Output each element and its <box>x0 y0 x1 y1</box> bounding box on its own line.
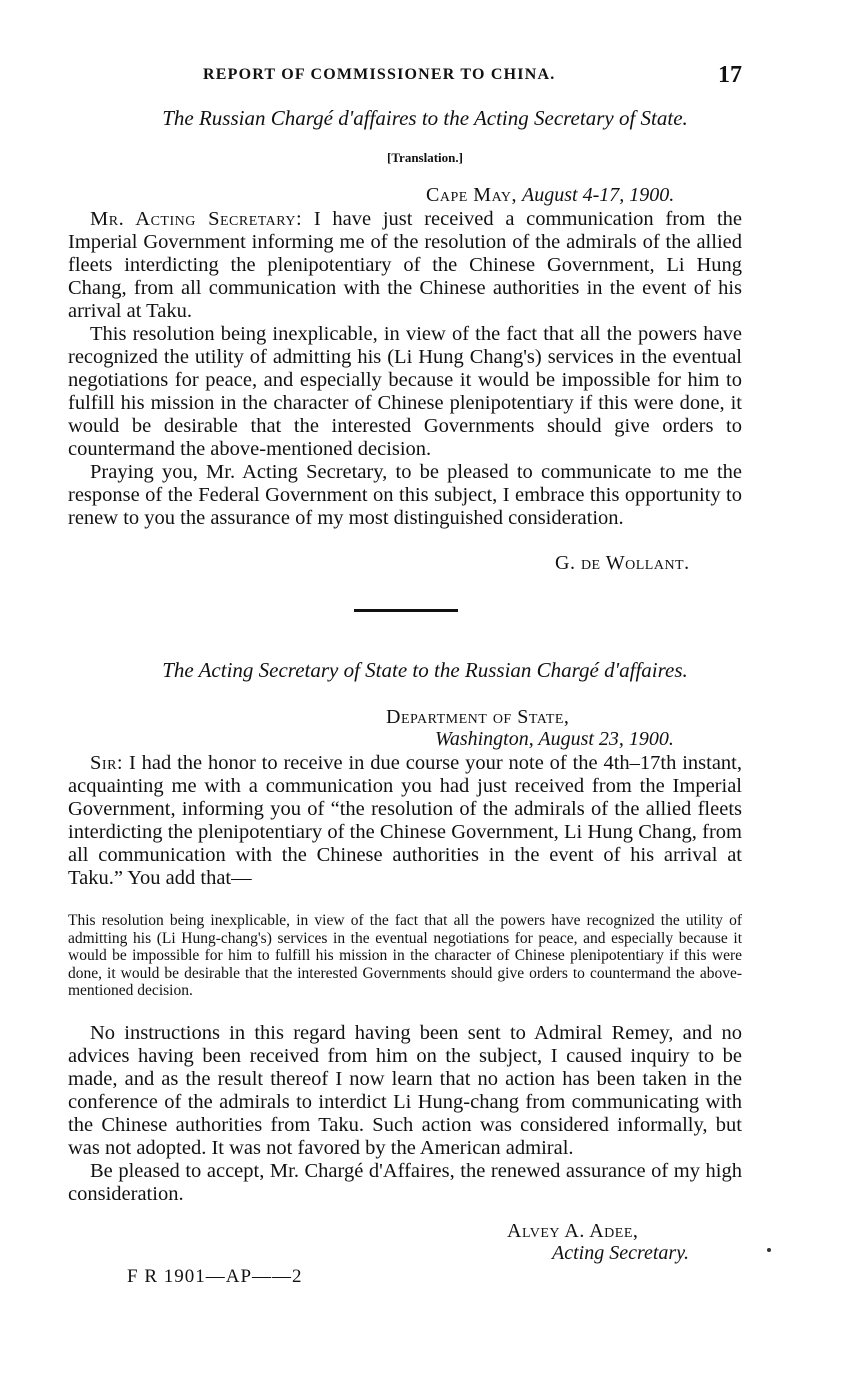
translation-note: [Translation.] <box>387 150 463 165</box>
letter2-body-continued <box>68 1022 742 1206</box>
letter1-dateline <box>426 184 674 207</box>
letter2-place-date: Washington, August 23, 1900. <box>435 728 674 750</box>
letter1-body <box>68 208 742 530</box>
letter2-paragraph-2: No instructions in this regard having been sent to Admiral Remey, and no advices having been received from him on the subject, I caused inquiry to be made, and as the result thereof I now learn that no action has been taken in the conference of the admirals to interdict Li Hung-chang from communicating with the Chinese authorities from Taku. Such action was considered informally, but was not adopted. It was not favored by the American admiral. <box>68 1022 742 1159</box>
dateline-date: August 4-17, 1900. <box>522 184 675 206</box>
letter2-signature-name: Alvey A. Adee, <box>507 1220 639 1242</box>
running-title: REPORT OF COMMISSIONER TO CHINA. <box>203 66 556 83</box>
letter1-heading: The Russian Chargé d'affaires to the Acting Secretary of State. <box>162 106 688 130</box>
letter1-paragraph-2: This resolution being inexplicable, in view of the fact that all the powers have recognized the utility of admitting his (Li Hung Chang's) services in the eventual negotiations for peace, and especially because it would be impossible for him to fulfill his mission in the character of Chinese plenipotentiary if this were done, it would be desirable that the interested Governments should give orders to countermand the above-mentioned decision. <box>68 323 742 460</box>
letter1-signature: G. de Wollant. <box>555 552 690 574</box>
page-number: 17 <box>718 62 742 88</box>
stray-mark <box>767 1248 771 1252</box>
dateline-place: Cape May, <box>426 184 518 206</box>
section-divider <box>354 609 458 612</box>
letter1-salutation: Mr. Acting Secretary: <box>90 208 303 230</box>
letter2-heading: The Acting Secretary of State to the Russian Chargé d'affaires. <box>162 658 688 682</box>
letter2-paragraph-1: Sir: I had the honor to receive in due course your note of the 4th–17th instant, acquainting me with a communication you had just received from the Imperial Government, informing you of “the resolution of the admirals of the allied fleets interdicting the plenipotentiary of the Chinese Government, Li Hung Chang, from all communication with the Chinese authorities in the event of his arrival at Taku.” You add that— <box>68 752 742 889</box>
letter2-salutation: Sir: <box>90 752 124 774</box>
letter2-signature-title: Acting Secretary. <box>552 1242 689 1264</box>
letter2-department: Department of State, <box>386 706 570 728</box>
footer-signature-mark: F R 1901—AP——2 <box>127 1266 303 1287</box>
letter2-body <box>68 752 742 890</box>
quoted-passage: This resolution being inexplicable, in view of the fact that all the powers have recognized the utility of admitting his (Li Hung-chang's) services in the eventual negotiations for peace, and especially because it would be impossible for him to fulfill his mission in the character of Chinese plenipotentiary if this were done, it would be desirable that the interested Governments should give orders to countermand the above-mentioned decision. <box>68 912 742 1000</box>
letter1-paragraph-3: Praying you, Mr. Acting Secretary, to be pleased to communicate to me the response of the Federal Government on this subject, I embrace this opportunity to renew to you the assurance of my most distinguished consideration. <box>68 461 742 529</box>
page-header <box>68 62 742 92</box>
letter2-paragraph-3: Be pleased to accept, Mr. Chargé d'Affaires, the renewed assurance of my high consideration. <box>68 1160 742 1205</box>
letter1-paragraph-1: Mr. Acting Secretary: I have just received a communication from the Imperial Government informing me of the resolution of the admirals of the allied fleets interdicting the plenipotentiary of the Chinese Government, Li Hung Chang, from all communication with the Chinese authorities in the event of his arrival at Taku. <box>68 208 742 322</box>
